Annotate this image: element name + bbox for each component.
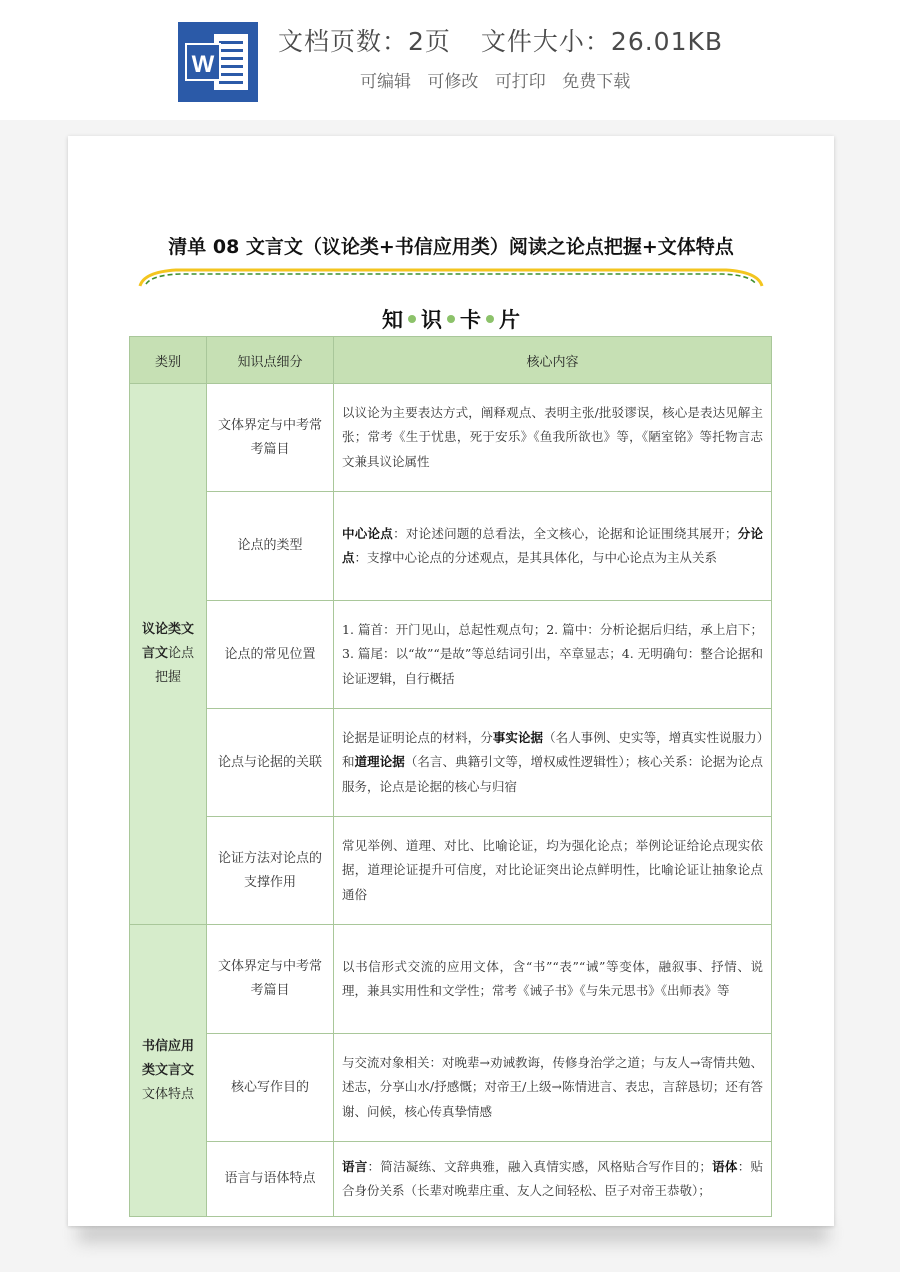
bullet-dot-icon bbox=[408, 315, 416, 323]
file-size: 文件大小：26.01KB bbox=[480, 27, 724, 56]
table-row bbox=[130, 601, 772, 709]
subtopic-cell: 论证方法对论点的支撑作用 bbox=[207, 817, 334, 925]
feature-free-download[interactable]: 免费下载 bbox=[562, 72, 631, 92]
category-argumentative bbox=[130, 384, 207, 925]
download-banner bbox=[0, 0, 900, 120]
core-content-cell: 常见举例、道理、对比、比喻论证，均为强化论点；举例论证给论点现实依据，道理论证提升可信度，对比论证突出论点鲜明性，比喻论证让抽象论点通俗 bbox=[334, 817, 772, 925]
category-bold-text: 书信应用类文言文 bbox=[141, 1038, 194, 1078]
core-content-cell: 1. 篇首：开门见山，总起性观点句；2. 篇中：分析论据后归结，承上启下；3. 篇尾：以“故”“是故”等总结词引出，卒章显志；4. 无明确句：整合论据和论证逻辑，自行概括 bbox=[334, 601, 772, 709]
core-content-cell: 与交流对象相关：对晚辈→劝诫教诲，传修身治学之道；与友人→寄情共勉、述志，分享山水/抒感慨；对帝王/上级→陈情进言、表忠，言辞恳切；还有答谢、问候，核心传真挚情感 bbox=[334, 1034, 772, 1142]
feature-printable: 可打印 bbox=[494, 72, 546, 92]
core-content-cell: 论据是证明论点的材料，分事实论据（名人事例、史实等，增真实性说服力）和道理论据（名言、典籍引文等，增权威性逻辑性）；核心关系：论据为论点服务，论点是论据的核心与归宿 bbox=[334, 709, 772, 817]
card-title-char: 识 bbox=[421, 308, 442, 332]
page-count: 文档页数：2页 bbox=[278, 27, 451, 56]
knowledge-card-title bbox=[68, 304, 834, 334]
page-shadow bbox=[78, 1224, 828, 1242]
svg-text:W: W bbox=[191, 51, 215, 78]
category-text: 论点把握 bbox=[154, 646, 195, 685]
feature-editable: 可编辑 bbox=[360, 72, 411, 92]
table-header-row bbox=[130, 337, 772, 384]
category-bold-text: 议论类文言文 bbox=[141, 622, 194, 661]
header-category: 类别 bbox=[130, 337, 207, 384]
subtopic-cell: 论点的常见位置 bbox=[207, 601, 334, 709]
key-term: 语言 bbox=[342, 1158, 368, 1174]
table-row bbox=[130, 925, 772, 1034]
table-row bbox=[130, 384, 772, 492]
feature-list bbox=[360, 67, 641, 92]
word-document-icon bbox=[178, 22, 258, 102]
core-content-cell: 以议论为主要表达方式，阐释观点、表明主张/批驳谬误，核心是表达见解主张；常考《生于忧患，死于安乐》《鱼我所欲也》等，《陋室铭》等托物言志文兼具议论属性 bbox=[334, 384, 772, 492]
card-title-char: 卡 bbox=[460, 308, 481, 332]
table-row bbox=[130, 1034, 772, 1142]
subtopic-cell: 文体界定与中考常考篇目 bbox=[207, 384, 334, 492]
bullet-dot-icon bbox=[447, 315, 455, 323]
bullet-dot-icon bbox=[486, 315, 494, 323]
category-text: 文体特点 bbox=[141, 1086, 194, 1102]
category-letter bbox=[130, 925, 207, 1217]
key-term: 中心论点 bbox=[342, 525, 394, 541]
subtopic-cell: 文体界定与中考常考篇目 bbox=[207, 925, 334, 1034]
document-page bbox=[68, 136, 834, 1226]
table-row bbox=[130, 492, 772, 601]
subtopic-cell: 论点的类型 bbox=[207, 492, 334, 601]
header-core-content: 核心内容 bbox=[334, 337, 772, 384]
document-title: 清单 08 文言文（议论类+书信应用类）阅读之论点把握+文体特点 bbox=[168, 236, 734, 258]
subtopic-cell: 语言与语体特点 bbox=[207, 1142, 334, 1217]
title-underline-decoration bbox=[136, 264, 766, 288]
core-content-cell: 中心论点：对论述问题的总看法，全文核心，论据和论证围绕其展开；分论点：支撑中心论点的分述观点，是其具体化，与中心论点为主从关系 bbox=[334, 492, 772, 601]
key-term: 语体 bbox=[711, 1158, 738, 1174]
subtopic-cell: 核心写作目的 bbox=[207, 1034, 334, 1142]
header-subtopic: 知识点细分 bbox=[207, 337, 334, 384]
feature-modifiable: 可修改 bbox=[427, 72, 479, 92]
table-row bbox=[130, 709, 772, 817]
key-term: 道理论据 bbox=[354, 754, 405, 770]
file-info bbox=[278, 22, 723, 58]
key-term: 事实论据 bbox=[492, 729, 544, 745]
card-title-char: 片 bbox=[499, 308, 520, 332]
subtopic-cell: 论点与论据的关联 bbox=[207, 709, 334, 817]
table-row bbox=[130, 817, 772, 925]
knowledge-table bbox=[129, 336, 772, 1217]
core-content-cell: 以书信形式交流的应用文体，含“书”“表”“诫”等变体，融叙事、抒情、说理，兼具实用性和文学性；常考《诫子书》《与朱元思书》《出师表》等 bbox=[334, 925, 772, 1034]
table-row bbox=[130, 1142, 772, 1217]
core-content-cell: 语言：简洁凝练、文辞典雅，融入真情实感，风格贴合写作目的；语体：贴合身份关系（长辈对晚辈庄重、友人之间轻松、臣子对帝王恭敬）； bbox=[334, 1142, 772, 1217]
card-title-char: 知 bbox=[382, 308, 403, 332]
key-term: 分论点 bbox=[342, 525, 763, 565]
